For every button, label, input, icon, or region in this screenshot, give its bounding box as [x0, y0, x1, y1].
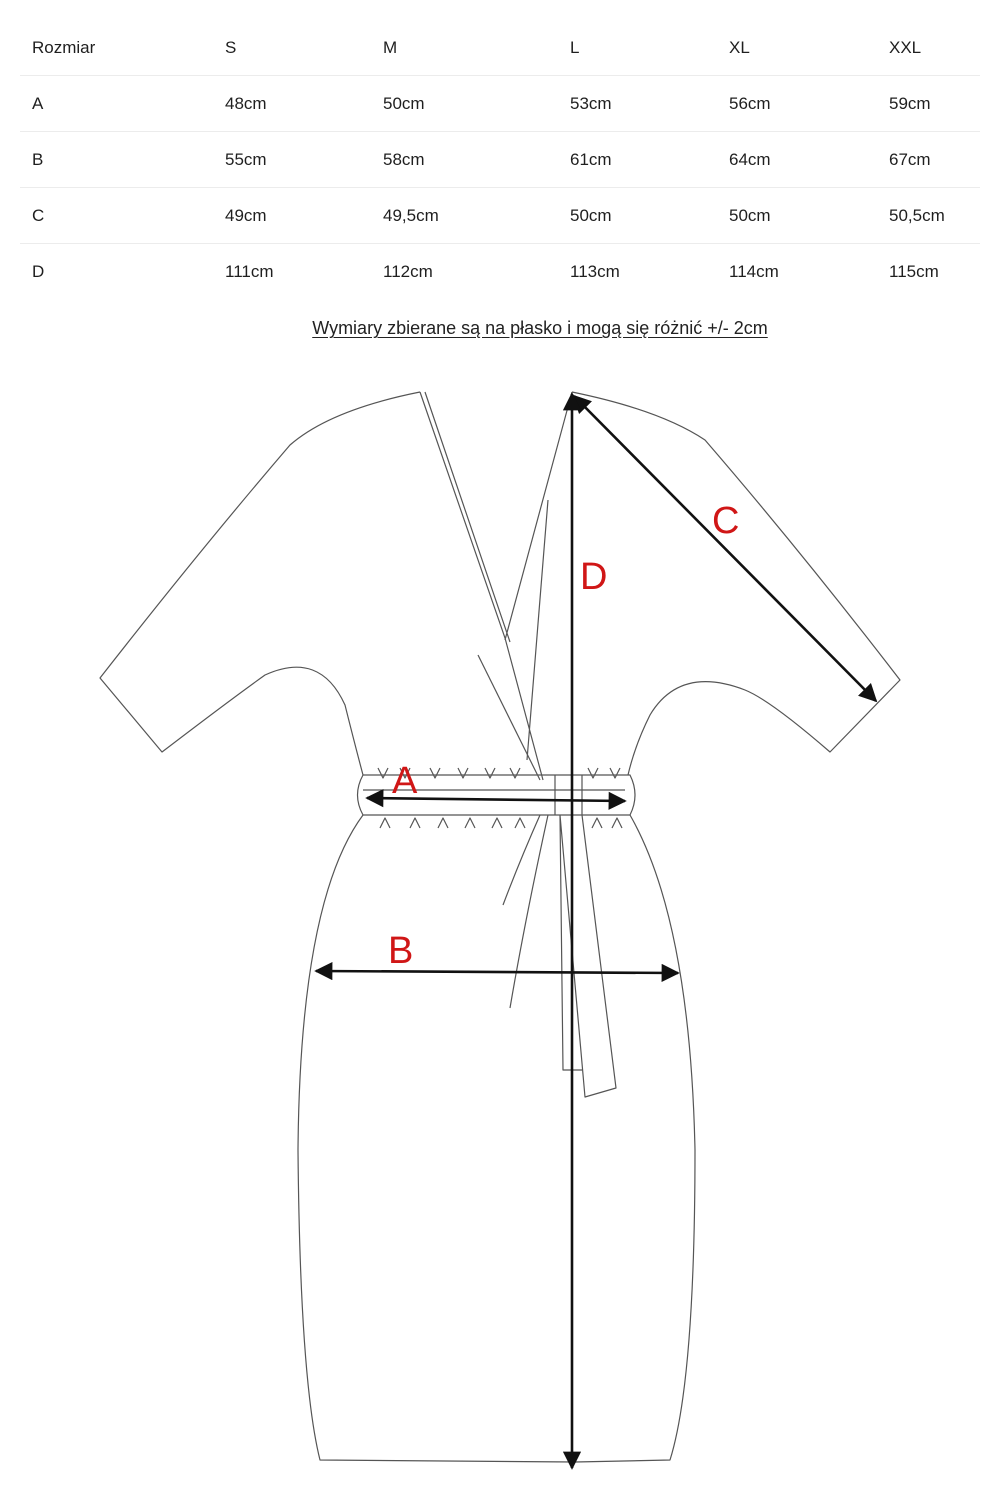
table-header-row: [20, 20, 980, 76]
header-xl: XL: [717, 20, 877, 76]
dress-body: [298, 815, 695, 1462]
header-l: L: [558, 20, 717, 76]
collar: [420, 392, 572, 780]
table-cell: 61cm: [558, 132, 717, 188]
table-cell: 56cm: [717, 76, 877, 132]
table-cell: 50cm: [558, 188, 717, 244]
belt-ties: [503, 815, 616, 1097]
table-cell: 114cm: [729, 261, 779, 281]
header-m: M: [371, 20, 558, 76]
table-cell: 53cm: [558, 76, 717, 132]
row-label: C: [20, 188, 213, 244]
left-sleeve: [100, 392, 420, 775]
header-size: Rozmiar: [20, 20, 213, 76]
table-cell: 67cm: [877, 132, 980, 188]
arrow-c: [574, 396, 876, 701]
label-b: B: [388, 930, 414, 972]
table-cell: 49cm: [213, 188, 371, 244]
table-cell: 58cm: [371, 132, 558, 188]
table-cell: 113cm: [570, 261, 620, 281]
row-label: A: [20, 76, 213, 132]
table-cell: 50,5cm: [877, 188, 980, 244]
table-cell: 64cm: [717, 132, 877, 188]
table-cell: 115cm: [889, 261, 939, 281]
table-cell: 59cm: [877, 76, 980, 132]
arrow-b: [316, 971, 678, 973]
measurement-labels: [388, 500, 739, 972]
table-row: [20, 132, 980, 188]
row-label: B: [20, 132, 213, 188]
header-s: S: [213, 20, 371, 76]
label-c: C: [712, 500, 740, 542]
row-label: D: [32, 261, 45, 281]
size-table: [20, 20, 980, 299]
table-cell: 48cm: [213, 76, 371, 132]
label-a: A: [392, 760, 418, 802]
table-cell: 50cm: [371, 76, 558, 132]
dress-measurement-diagram: [0, 360, 1000, 1500]
table-cell: 49,5cm: [371, 188, 558, 244]
table-cell: 55cm: [213, 132, 371, 188]
label-d: D: [580, 556, 608, 598]
measurement-note: Wymiary zbierane są na płasko i mogą się różnić +/- 2cm: [312, 318, 768, 338]
right-sleeve: [572, 392, 900, 775]
table-row: [20, 188, 980, 244]
table-cell: 50cm: [717, 188, 877, 244]
table-row: [20, 76, 980, 132]
header-xxl: XXL: [877, 20, 980, 76]
table-row: [20, 244, 980, 300]
table-cell: 112cm: [383, 261, 433, 281]
dress-outline: [100, 392, 900, 1462]
table-cell: 111cm: [225, 261, 274, 281]
